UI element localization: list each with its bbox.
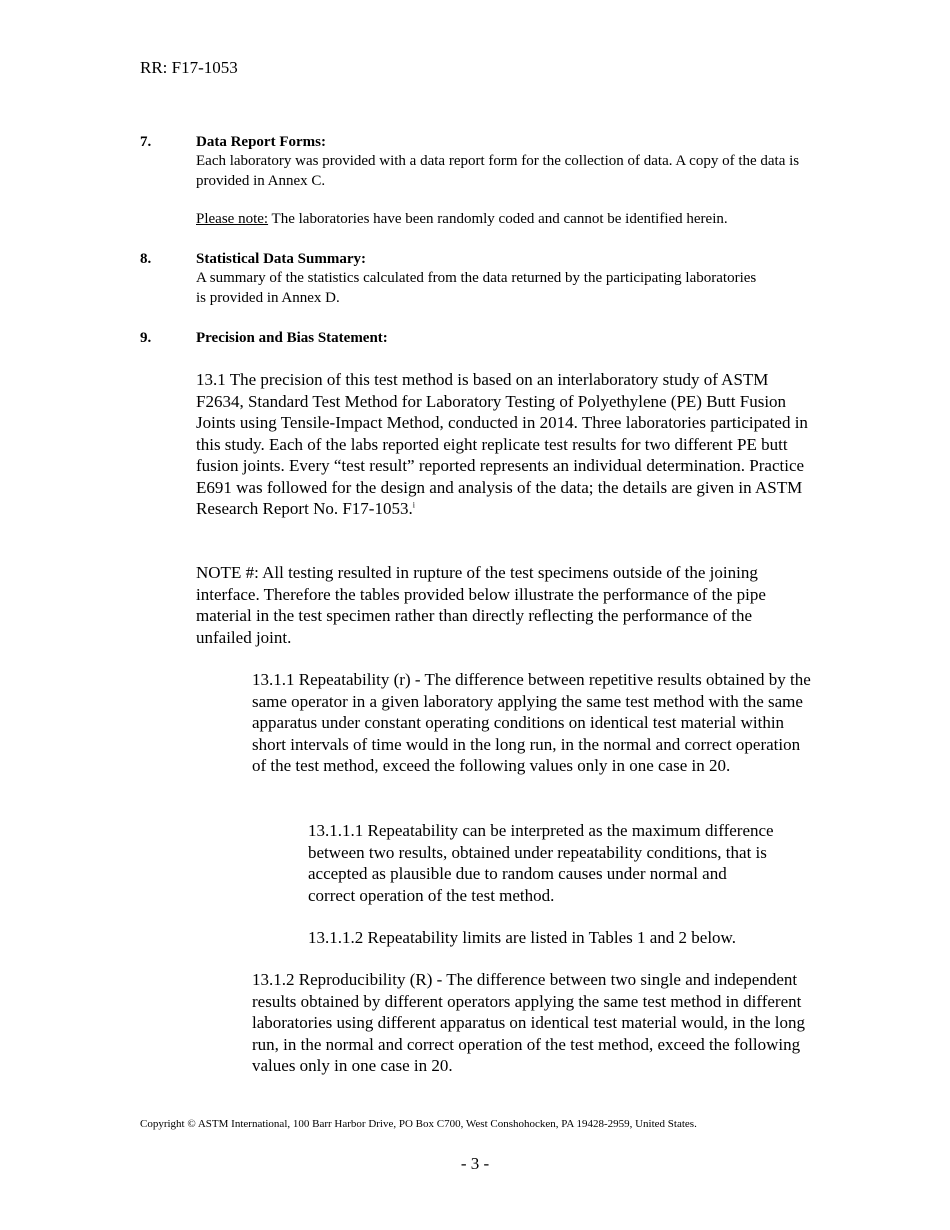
section-7 — [140, 133, 820, 230]
paragraph-13-1-1-2: 13.1.1.2 Repeatability limits are listed in Tables 1 and 2 below. — [308, 928, 736, 947]
note-paragraph: NOTE #: All testing resulted in rupture of the test specimens outside of the joining interface. Therefore the tables provided below illustrate the performance of the pipe material in the test specimen rather than directly reflecting the performance of the unfailed joint. — [196, 563, 766, 647]
paragraph-13-1 — [196, 369, 816, 520]
footnote-marker: i — [412, 500, 415, 510]
section-text: Each laboratory was provided with a data report form for the collection of data. A copy of the data is provided in Annex C. — [196, 153, 800, 189]
paragraph-13-1-1: 13.1.1 Repeatability (r) - The difference between repetitive results obtained by the same operator in a given laboratory applying the same test method with the same apparatus under constant operating conditions on identical test material within short intervals of time would in the long run, in the normal and correct operation of the test method, exceed the following values only in one case in 20. — [252, 670, 811, 775]
page-number: - 3 - — [460, 1154, 490, 1173]
paragraph-13-1-1-1: 13.1.1.1 Repeatability can be interpreted as the maximum difference between two results, obtained under repeatability conditions, that is accepted as plausible due to random causes under normal and correct operation of the test method. — [308, 821, 774, 905]
section-heading: Precision and Bias Statement: — [196, 330, 388, 346]
section-text: A summary of the statistics calculated from the data returned by the participating laboratories is provided in Annex D. — [196, 270, 757, 306]
please-note-label: Please note: — [196, 211, 269, 227]
section-8 — [140, 250, 820, 308]
section-heading: Statistical Data Summary: — [196, 251, 366, 267]
section-number: 9. — [140, 330, 152, 346]
please-note — [196, 210, 836, 230]
paragraph-13-1-text: 13.1 The precision of this test method is based on an interlaboratory study of ASTM F2634, Standard Test Method for Laboratory Testing of Polyethylene (PE) Butt Fusion Joints using Tensile-Impact Method, conducted in 2014. Three laboratories participated in this study. Each of the labs reported eight replicate test results for two different PE butt fusion joints. Every “test result” reported represents an individual determination. Practice E691 was followed for the design and analysis of the data; the details are given in ASTM Research Report No. F17-1053. — [196, 370, 808, 518]
section-number: 8. — [140, 251, 152, 267]
section-number: 7. — [140, 134, 152, 150]
section-heading: Data Report Forms: — [196, 134, 326, 150]
please-note-text: The laboratories have been randomly coded and cannot be identified herein. — [268, 211, 728, 227]
copyright-footer: Copyright © ASTM International, 100 Barr Harbor Drive, PO Box C700, West Conshohocken, PA 19428-2959, United States. — [140, 1118, 697, 1130]
paragraph-13-1-2: 13.1.2 Reproducibility (R) - The difference between two single and independent results obtained by different operators applying the same test method in different laboratories using different apparatus on identical test material would, in the long run, in the normal and correct operation of the test method, exceed the following values only in one case in 20. — [252, 970, 805, 1075]
section-9 — [140, 329, 820, 348]
report-id-header: RR: F17-1053 — [140, 58, 238, 77]
